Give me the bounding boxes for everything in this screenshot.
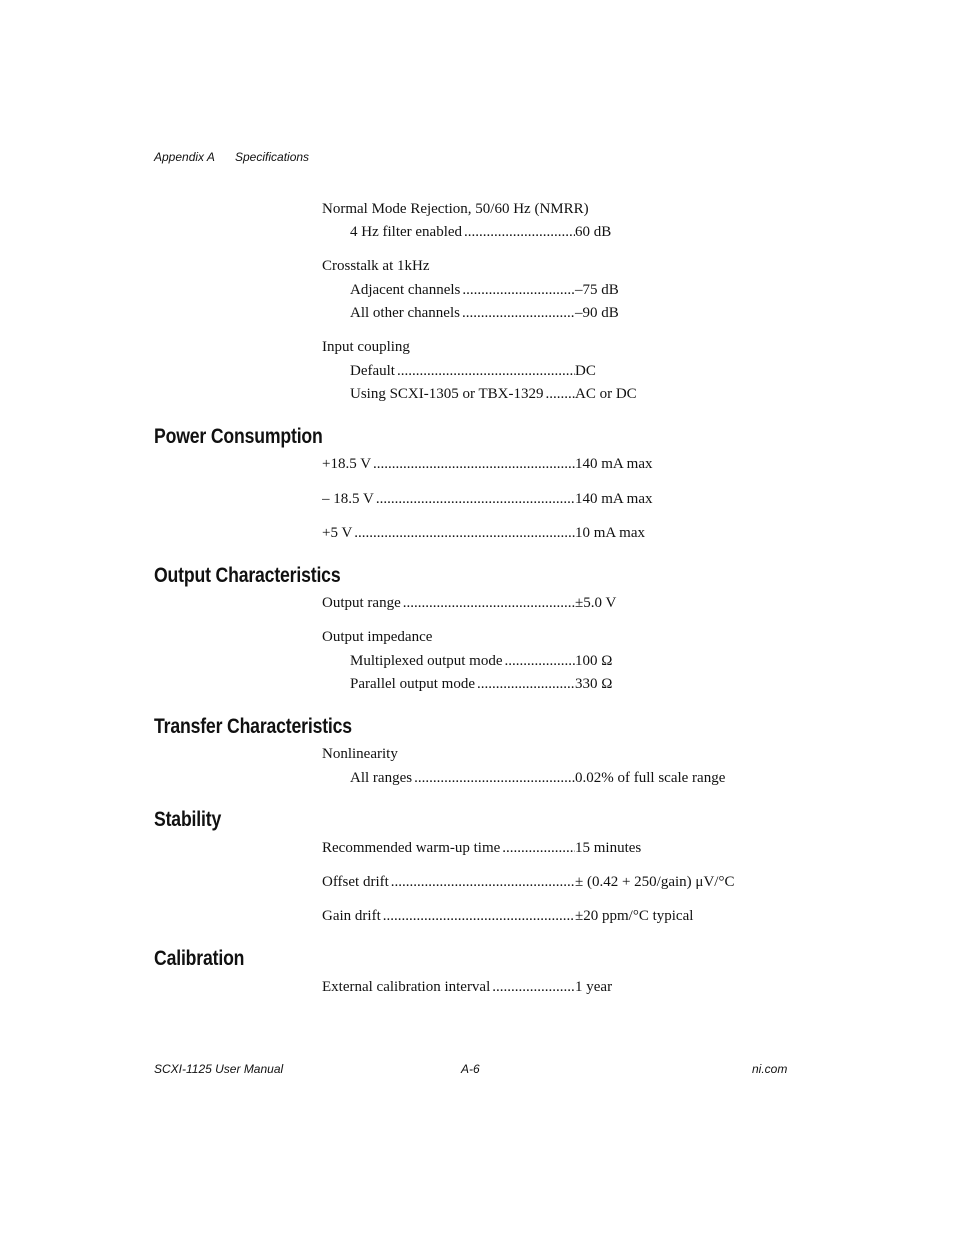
spec-row [350, 676, 612, 693]
spec-value: 15 minutes [575, 840, 642, 856]
spec-value: ±20 ppm/°C typical [575, 908, 694, 924]
spec-value: ±5.0 V [575, 595, 617, 611]
spec-label: Parallel output mode [350, 676, 475, 692]
section-heading-power: Power Consumption [154, 425, 323, 448]
spec-value: 140 mA max [575, 491, 653, 507]
spec-value: 100 Ω [575, 653, 613, 669]
footer-page-number: A-6 [461, 1062, 480, 1076]
crosstalk-title: Crosstalk at 1kHz [322, 258, 430, 274]
spec-label: Output range [322, 595, 401, 611]
spec-value: –75 dB [575, 282, 619, 298]
footer-manual-title: SCXI-1125 User Manual [154, 1062, 284, 1076]
section-heading-transfer: Transfer Characteristics [154, 715, 352, 738]
spec-row [350, 282, 619, 299]
spec-label: +5 V [322, 525, 353, 541]
spec-label: External calibration interval [322, 979, 491, 995]
spec-label: Offset drift [322, 874, 389, 890]
nmrr-title: Normal Mode Rejection, 50/60 Hz (NMRR) [322, 201, 589, 217]
spec-label: Recommended warm-up time [322, 840, 501, 856]
spec-label: +18.5 V [322, 456, 372, 472]
spec-value: 1 year [575, 979, 613, 995]
input-coupling-title: Input coupling [322, 339, 410, 355]
spec-row [322, 840, 641, 857]
spec-label: Default [350, 363, 395, 379]
spec-value: 60 dB [575, 224, 612, 240]
spec-label: Using SCXI-1305 or TBX-1329 [350, 386, 544, 402]
output-impedance-title: Output impedance [322, 629, 433, 645]
spec-label: Gain drift [322, 908, 381, 924]
spec-value: AC or DC [575, 386, 637, 402]
spec-value: 0.02% of full scale range [575, 770, 726, 786]
spec-row [322, 874, 734, 891]
spec-value: –90 dB [575, 305, 619, 321]
section-heading-output: Output Characteristics [154, 564, 341, 587]
section-heading-calibration: Calibration [154, 947, 245, 970]
spec-value: ± (0.42 + 250/gain) μV/°C [575, 874, 735, 890]
running-header-appendix: Appendix A [154, 150, 215, 164]
spec-value: 10 mA max [575, 525, 645, 541]
spec-row [350, 224, 611, 241]
spec-label: Multiplexed output mode [350, 653, 503, 669]
spec-row [350, 363, 596, 380]
spec-row [322, 525, 645, 542]
spec-row [350, 770, 725, 787]
spec-label: Adjacent channels [350, 282, 461, 298]
running-header-section: Specifications [235, 150, 310, 164]
spec-label: 4 Hz filter enabled [350, 224, 463, 240]
spec-row [350, 653, 612, 670]
nonlinearity-title: Nonlinearity [322, 746, 398, 762]
spec-row [350, 305, 619, 322]
spec-value: 140 mA max [575, 456, 653, 472]
spec-row [350, 386, 637, 403]
spec-row [322, 979, 612, 996]
spec-row [322, 456, 653, 473]
spec-row [322, 595, 616, 612]
spec-label: All other channels [350, 305, 460, 321]
spec-value: DC [575, 363, 596, 379]
footer-website-link[interactable]: ni.com [752, 1062, 788, 1076]
spec-row [322, 908, 693, 925]
spec-label: – 18.5 V [322, 491, 374, 507]
spec-label: All ranges [350, 770, 413, 786]
spec-row [322, 491, 653, 508]
spec-value: 330 Ω [575, 676, 613, 692]
section-heading-stability: Stability [154, 808, 222, 831]
